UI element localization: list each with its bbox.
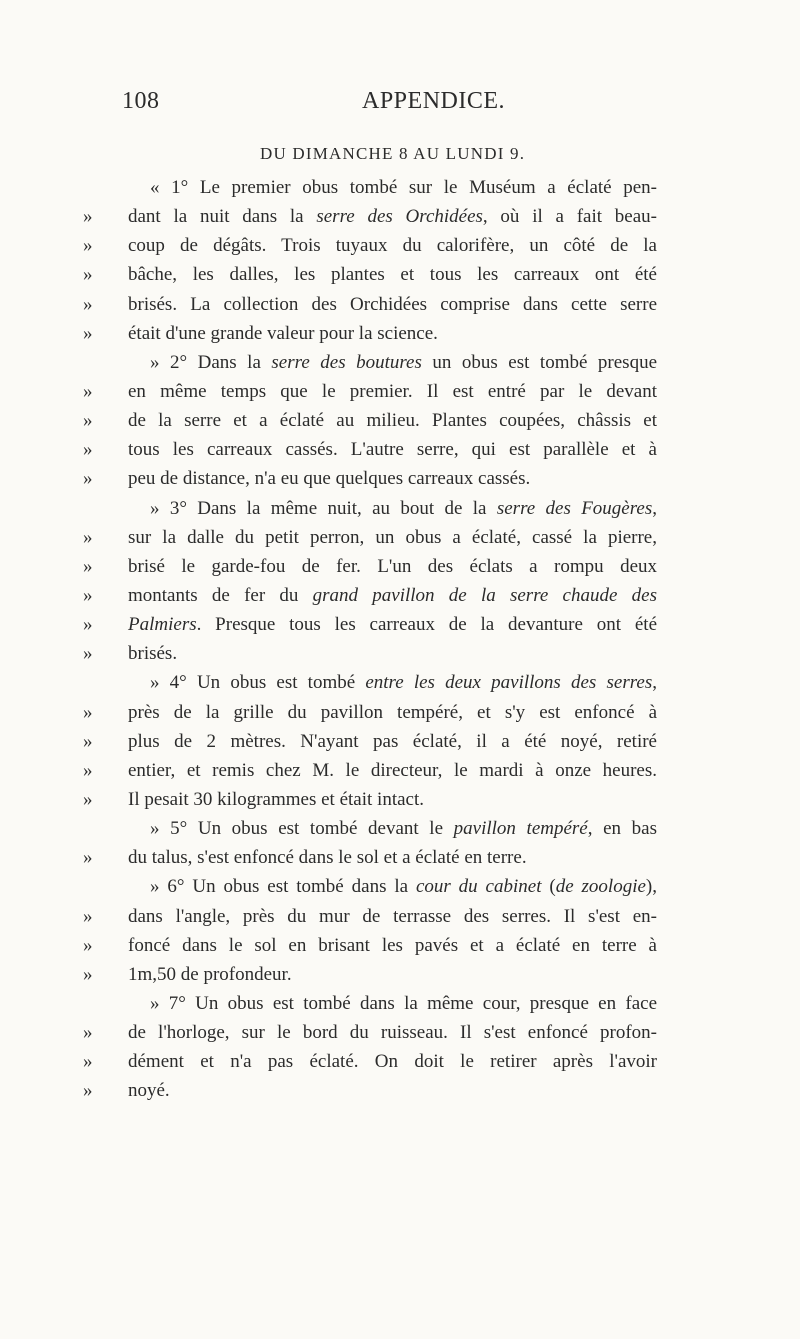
quote-mark: » [83,468,93,490]
quote-mark: » [83,410,93,432]
line-text [150,494,657,523]
text-line [0,494,800,523]
text-line [0,814,800,843]
text-segment: du talus, s'est enfoncé dans le sol et a éclaté en terre. [128,847,527,869]
quote-mark: » [83,526,93,548]
text-segment: brisé le garde-fou de fer. L'un des éclats a rompu deux [128,555,657,577]
text-line [0,1018,800,1047]
quote-mark: » [83,934,93,956]
text-segment: tous les carreaux cassés. L'autre serre, qui est parallèle et à [128,439,657,461]
quote-mark: » [83,905,93,927]
text-segment: , en bas [587,818,658,840]
quote-mark: » [83,730,93,752]
text-line [0,348,800,377]
text-segment: montants de fer du [128,584,313,606]
text-segment: . Presque tous les carreaux de la devanture ont été [196,614,657,636]
line-text [128,290,657,319]
text-line [0,610,800,639]
quote-mark: » [83,759,93,781]
italic-segment: Palmiers [128,614,197,636]
quote-mark: » [83,555,93,577]
text-segment: Il pesait 30 kilogrammes et était intact. [128,788,424,810]
text-line [0,377,800,406]
line-text [128,931,657,960]
line-text [128,377,657,406]
line-text [128,698,657,727]
line-text [128,610,657,639]
italic-segment: pavillon tempéré [453,818,588,840]
text-segment: de l'horloge, sur le bord du ruisseau. Il s'est enfoncé profon- [128,1022,657,1044]
quote-mark: » [83,643,93,665]
line-text [128,464,657,493]
text-segment: noyé. [128,1080,170,1102]
line-text [128,202,657,231]
line-text [128,785,657,814]
text-segment: , [652,672,657,694]
text-line [0,872,800,901]
text-line [0,523,800,552]
quote-mark: » [83,264,93,286]
line-text [128,260,657,289]
text-segment: était d'une grande valeur pour la science. [128,322,438,344]
text-segment: » 7° Un obus est tombé dans la même cour, presque en face [150,992,657,1014]
line-text [150,668,657,697]
text-segment: dans l'angle, près du mur de terrasse des serres. Il s'est en- [128,905,657,927]
line-text [128,523,657,552]
quote-mark: » [83,788,93,810]
line-text [150,173,657,202]
line-text [128,902,657,931]
line-text [128,552,657,581]
line-text [128,639,657,668]
line-text [128,406,657,435]
text-segment: un obus est tombé presque [421,351,658,373]
page-number: 108 [122,88,160,114]
text-line [0,260,800,289]
quote-mark: » [83,1080,93,1102]
line-text [128,231,657,260]
text-line [0,202,800,231]
text-segment: « 1° Le premier obus tombé sur le Muséum a éclaté pen- [150,177,657,198]
line-text [128,843,657,872]
quote-mark: » [83,322,93,344]
text-segment: de la serre et a éclaté au milieu. Plantes coupées, châssis et [128,410,657,432]
line-text [128,581,657,610]
quote-mark: » [83,701,93,723]
quote-mark: » [83,1051,93,1073]
text-line [0,435,800,464]
text-line [0,989,800,1018]
quote-mark: » [83,439,93,461]
line-text [128,1076,657,1105]
italic-segment: entre les deux pavillons des serres [365,672,653,694]
text-segment: ), [645,876,657,898]
text-line [0,727,800,756]
line-text [128,1047,657,1076]
italic-segment: serre des boutures [271,351,422,373]
text-line [0,785,800,814]
line-text [128,319,657,348]
text-segment: 1m,50 de profondeur. [128,963,292,985]
line-text [150,348,657,377]
text-segment: , où il a fait beau- [482,206,657,228]
line-text [150,872,657,901]
text-line [0,843,800,872]
quote-mark: » [83,584,93,606]
text-segment: , [652,497,657,519]
text-segment: sur la dalle du petit perron, un obus a éclaté, cassé la pierre, [128,526,657,548]
text-line [0,464,800,493]
italic-segment: de zoologie [555,876,646,898]
body-text [0,173,800,1106]
text-line [0,668,800,697]
text-segment: foncé dans le sol en brisant les pavés et a éclaté en terre à [128,934,657,956]
text-line [0,756,800,785]
quote-mark: » [83,847,93,869]
text-line [0,319,800,348]
line-text [128,1018,657,1047]
text-line [0,902,800,931]
text-segment: coup de dégâts. Trois tuyaux du calorifère, un côté de la [128,235,657,257]
quote-mark: » [83,235,93,257]
quote-mark: » [83,1022,93,1044]
text-segment: bâche, les dalles, les plantes et tous les carreaux ont été [128,264,657,286]
italic-segment: grand pavillon de la serre chaude des [312,584,657,606]
running-head [122,88,642,122]
text-line [0,639,800,668]
text-segment: brisés. [128,643,178,665]
text-segment: » 2° Dans la [150,351,272,373]
text-line [0,960,800,989]
text-segment: dément et n'a pas éclaté. On doit le retirer après l'avoir [128,1051,657,1073]
quote-mark: » [83,614,93,636]
text-line [0,931,800,960]
text-segment: près de la grille du pavillon tempéré, et s'y est enfoncé à [128,701,657,723]
text-line [0,581,800,610]
line-text [128,727,657,756]
quote-mark: » [83,380,93,402]
italic-segment: serre des Orchidées [316,206,483,228]
line-text [150,989,657,1018]
text-line [0,231,800,260]
text-line [0,1047,800,1076]
text-segment: » 6° Un obus est tombé dans la [150,876,416,898]
line-text [150,814,657,843]
quote-mark: » [83,206,93,228]
text-segment: dant la nuit dans la [128,206,317,228]
text-segment: entier, et remis chez M. le directeur, le mardi à onze heures. [128,759,657,781]
text-segment: ( [541,876,556,898]
text-line [0,406,800,435]
section-heading: DU DIMANCHE 8 AU LUNDI 9. [260,144,526,163]
text-line [0,290,800,319]
text-segment: peu de distance, n'a eu que quelques carreaux cassés. [128,468,531,490]
text-line [0,173,800,202]
text-segment: » 5° Un obus est tombé devant le [150,818,454,840]
running-title: APPENDICE. [362,88,506,114]
line-text [128,960,657,989]
italic-segment: serre des Fougères [496,497,653,519]
line-text [128,756,657,785]
text-segment: plus de 2 mètres. N'ayant pas éclaté, il a été noyé, retiré [128,730,657,752]
text-segment: en même temps que le premier. Il est entré par le devant [128,380,657,402]
text-segment: » 3° Dans la même nuit, au bout de la [150,497,497,519]
text-line [0,552,800,581]
italic-segment: cour du cabinet [415,876,542,898]
text-line [0,1076,800,1105]
line-text [128,435,657,464]
text-line [0,698,800,727]
text-segment: brisés. La collection des Orchidées comprise dans cette serre [128,293,657,315]
quote-mark: » [83,293,93,315]
quote-mark: » [83,963,93,985]
text-segment: » 4° Un obus est tombé [150,672,366,694]
